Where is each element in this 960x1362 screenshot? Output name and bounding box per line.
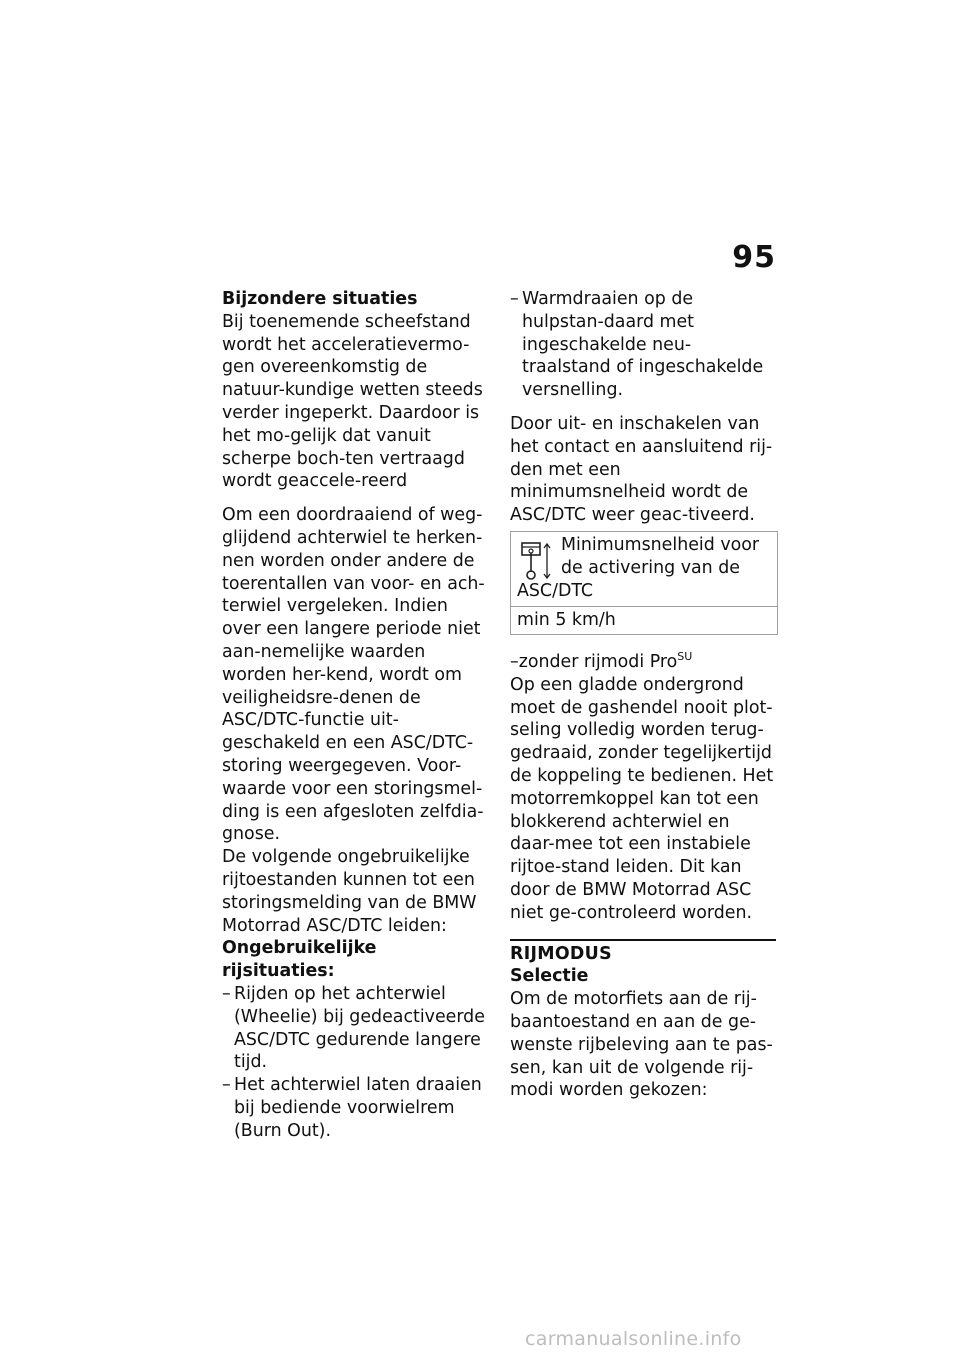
spec-header	[511, 532, 777, 606]
unusual-situations-list	[222, 983, 488, 1143]
paragraph-unusual-states: De volgende ongebruikelijke rijtoestanden kunnen tot een storingsmelding van de BMW Motorrad ASC/DTC leiden:	[222, 847, 477, 936]
page-number: 95	[732, 240, 776, 275]
list-item: – Rijden op het achterwiel (Wheelie) bij gedeactiveerde ASC/DTC gedurende langere tijd.	[222, 983, 485, 1073]
unusual-situations-list-continued	[510, 288, 776, 402]
list-item: – Warmdraaien op de hulpstan-daard met ingeschakelde neu-traalstand of ingeschakelde versnelling.	[510, 289, 764, 401]
paragraph-mode-selection: Om de motorfiets aan de rij-baantoestand en aan de ge-wenste rijbeleving aan te pas-sen, kan uit de volgende rij-modi worden gekozen:	[510, 989, 773, 1101]
heading-unusual-situations: Ongebruikelijke rijsituaties:	[222, 938, 377, 982]
paragraph-wheel-detection: Om een doordraaiend of weg-glijdend achterwiel te herken-nen worden onder andere de toerentallen van voor- en ach-terwiel vergeleken. Indien over een langere periode niet aan-nemelijke waarden worden her-kend, wordt om veiligheidsre-denen de ASC/DTC-functie uit-geschakeld en een ASC/DTC-storing weergegeven. Voor-waarde voor een storingsmel-ding is een afgesloten zelfdia-gnose.	[222, 505, 485, 845]
spec-table	[510, 531, 778, 635]
paragraph-slippery-surface: Op een gladde ondergrond moet de gashendel nooit plot-seling volledig worden terug-gedraaid, zonder tegelijkertijd de koppeling te bedienen. Het motorremkoppel kan tot een blokkerend achterwiel en daar-mee tot een instabiele rijtoe-stand leiden. Dit kan door de BMW Motorrad ASC niet ge-controleerd worden.	[510, 674, 774, 923]
list-item: – Het achterwiel laten draaien bij bediende voorwielrem (Burn Out).	[222, 1075, 482, 1141]
note-ride-modes: –zonder rijmodi Pro$^{SU}$	[510, 650, 693, 672]
section-divider	[510, 939, 776, 941]
spec-label: Minimumsnelheid voor de activering van de ASC/DTC	[517, 534, 760, 601]
paragraph-reactivation: Door uit- en inschakelen van het contact en aansluitend rij-den met een minimumsnelheid wordt de ASC/DTC weer geac-tiveerd.	[510, 413, 773, 526]
section-title-riding-mode: RIJMODUS	[510, 943, 612, 964]
spec-value: min 5 km/h	[511, 606, 777, 634]
heading-special-situations: Bijzondere situaties	[222, 289, 418, 309]
subheading-selection: Selectie	[510, 966, 589, 987]
watermark: carmanualsonline.info	[525, 1328, 742, 1350]
engine-piston-icon	[519, 540, 553, 582]
left-column	[222, 288, 488, 1142]
right-column	[510, 288, 776, 1102]
paragraph-lean-angle: Bij toenemende scheefstand wordt het acceleratievermo-gen overeenkomstig de natuur-kundige wetten steeds verder ingeperkt. Daardoor is het mo-gelijk dat vanuit scherpe boch-ten vertraagd wordt geaccele-reerd	[222, 311, 483, 492]
